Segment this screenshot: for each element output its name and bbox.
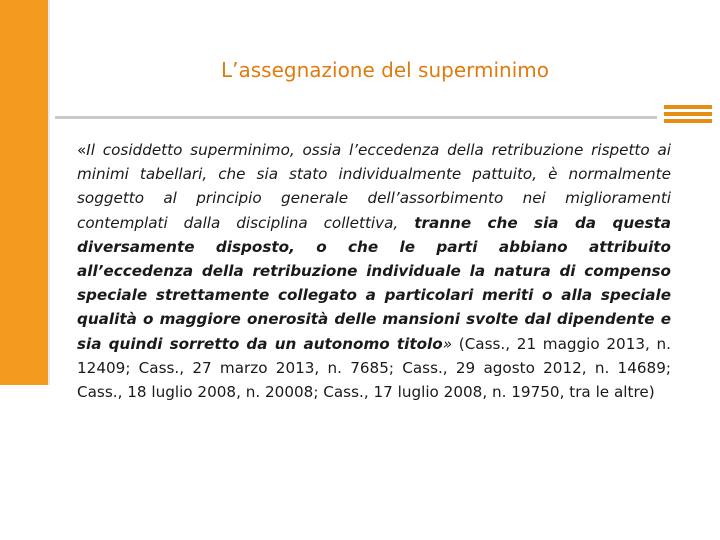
close-quote: » [442, 334, 453, 353]
citations-text: (Cass., 21 maggio 2013, n. 12409; Cass., 27 marzo 2013, n. 7685; Cass., 29 agosto 2012, n. 14689; Cass., 18 luglio 2008, n. 20008; Cass., 17 luglio 2008, n. 19750, tra le altre) [77, 334, 672, 402]
title-divider-accent [664, 105, 712, 109]
open-quote: « [77, 141, 87, 159]
quote-paragraph [77, 138, 671, 404]
quote-bold-text: tranne che sia da questa diversamente disposto, o che le parti abbiano attribuito all’eccedenza della retribuzione individuale la natura di compenso speciale strettamente collegato a particolari meriti o alla speciale qualità o maggiore onerosità delle mansioni svolte dal dipendente e sia quindi sorretto da un autonomo titolo [77, 213, 671, 353]
slide-title: L’assegnazione del superminimo [220, 58, 550, 82]
title-divider-line [55, 116, 657, 119]
quote-italic-text: Il cosiddetto superminimo, ossia l’eccedenza della retribuzione rispetto ai minimi tabellari, che sia stato individualmente pattuito, è normalmente soggetto al principio generale dell’assorbimento nei miglioramenti contemplati dalla disciplina collettiva, [77, 141, 671, 232]
left-accent-bar [0, 0, 50, 385]
